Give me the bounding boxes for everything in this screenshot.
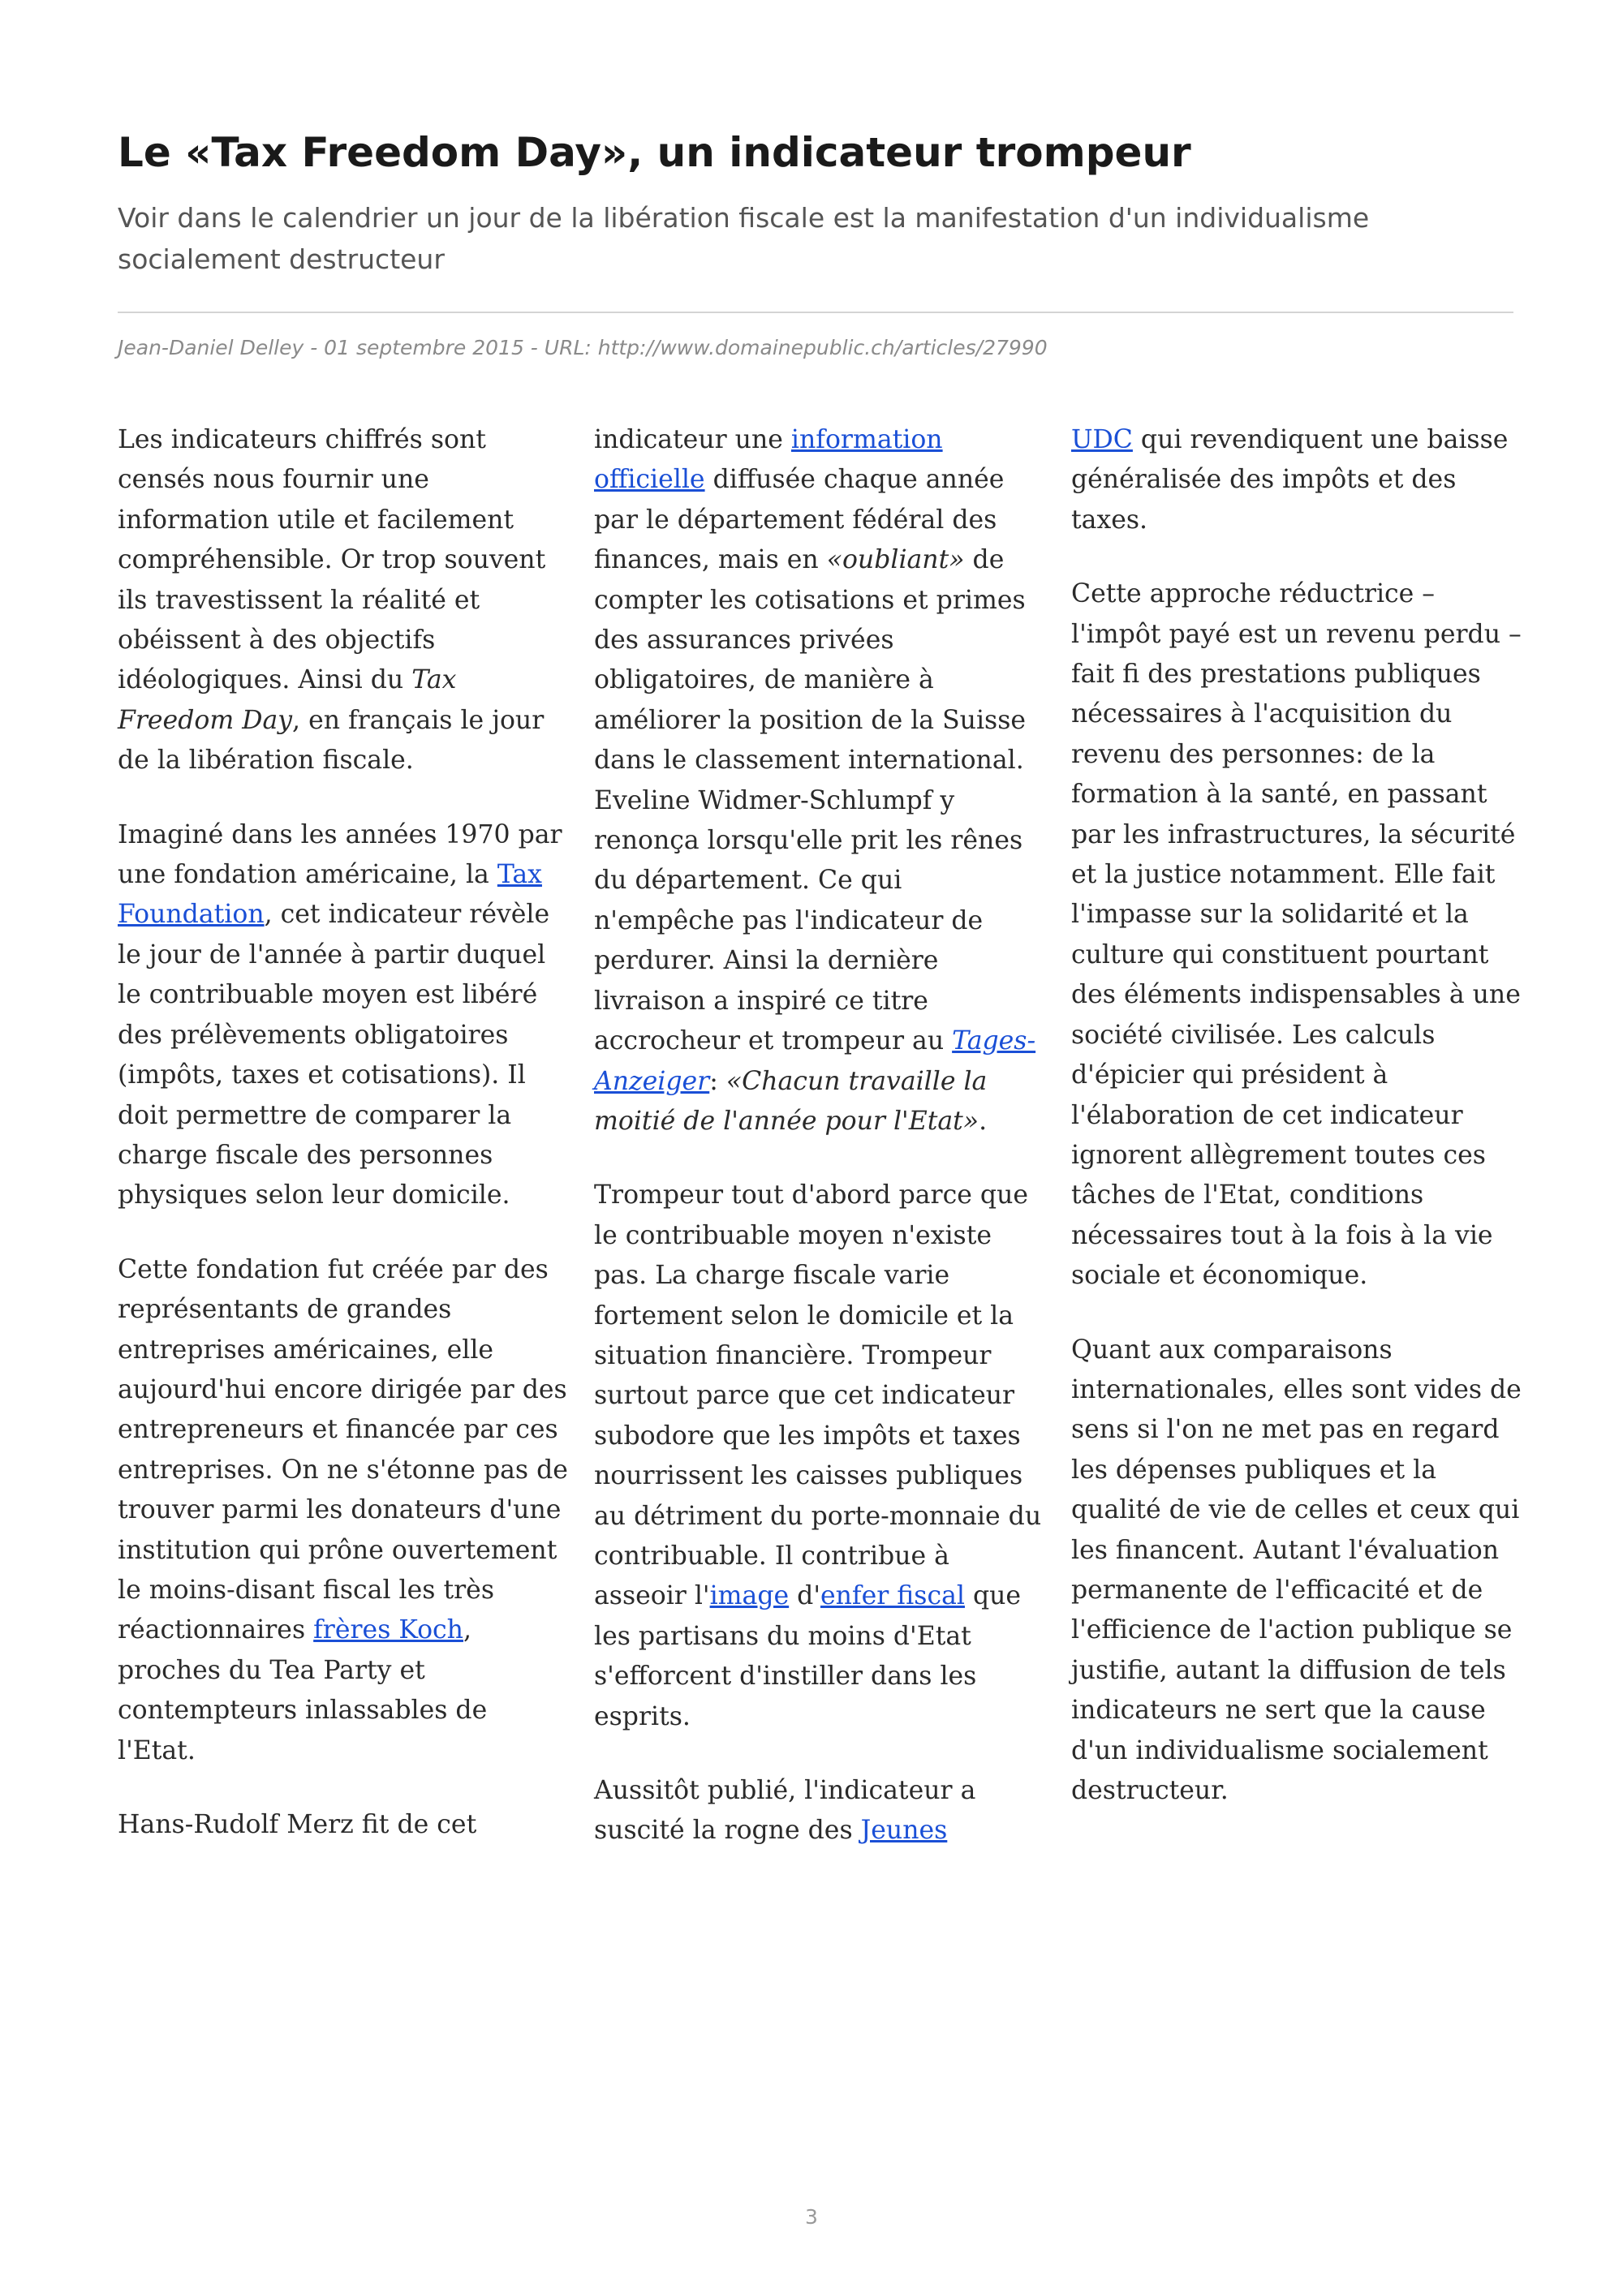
column-2 — [594, 420, 1048, 1851]
paragraph: Hans-Rudolf Merz fit de cet — [118, 1810, 477, 1839]
link-tax-foundation[interactable]: Tax Foundation — [118, 860, 542, 930]
paragraph: Cette fondation fut créée par des représentants de grandes entreprises américaines, elle aujourd'hui encore dirigée par des entrepreneurs et financée par ces entreprises. On ne s'étonne pas de trouver parmi les donateurs d'une institution qui prône ouvertement le moins-disant fiscal les très réactionnaires frères Koch, proches du Tea Party et contempteurs inlassables de l'Etat. — [118, 1254, 568, 1765]
page-number: 3 — [805, 2205, 818, 2229]
paragraph: UDC qui revendiquent une baisse généralisée des impôts et des taxes. — [1071, 425, 1509, 535]
subtitle: Voir dans le calendrier un jour de la libération fiscale est la manifestation d'un individualisme socialement destructeur — [118, 202, 1370, 275]
paragraph: Quant aux comparaisons internationales, elles sont vides de sens si l'on ne met pas en regard les dépenses publiques et la qualité de vie de celles et ceux qui les financent. Autant l'évaluation permanente de l'efficacité et de l'efficience de l'action publique se justifie, autant la diffusion de tels indicateurs ne sert que la cause d'un individualisme socialement destructeur. — [1071, 1335, 1522, 1805]
link-freres-koch[interactable]: frères Koch — [313, 1615, 463, 1645]
link-tages-anzeiger[interactable]: Tages-Anzeiger — [594, 1026, 1036, 1096]
divider — [118, 312, 1513, 313]
link-jeunes-udc[interactable]: Jeunes — [860, 1816, 948, 1846]
paragraph: indicateur une information officielle diffusée chaque année par le département fédéral des finances, mais en «oubliant» de compter les cotisations et primes des assurances privées obligatoires, de manière à améliorer la position de la Suisse dans le classement international. Eveline Widmer-Schlumpf y renonça lorsqu'elle prit les rênes du département. Ce qui n'empêche pas l'indicateur de perdurer. Ainsi la dernière livraison a inspiré ce titre accrocheur et trompeur au Tages-Anzeiger: «Chacun travaille la moitié de l'année pour l'Etat». — [594, 425, 1036, 1136]
column-1 — [118, 420, 572, 1845]
link-enfer-fiscal[interactable]: enfer fiscal — [820, 1581, 965, 1611]
emphasis-tax-freedom-day: Tax Freedom Day — [118, 665, 457, 735]
link-information-officielle[interactable]: information officielle — [594, 425, 943, 495]
link-image[interactable]: image — [709, 1581, 790, 1611]
column-3 — [1071, 420, 1526, 1811]
paragraph: Aussitôt publié, l'indicateur a suscité la rogne des Jeunes — [594, 1776, 976, 1846]
paragraph: Imaginé dans les années 1970 par une fondation américaine, la Tax Foundation, cet indicateur révèle le jour de l'année à partir duquel le contribuable moyen est libéré des prélèvements obligatoires (impôts, taxes et cotisations). Il doit permettre de comparer la charge fiscale des personnes physiques selon leur domicile. — [118, 819, 562, 1210]
paragraph: Trompeur tout d'abord parce que le contribuable moyen n'existe pas. La charge fiscale varie fortement selon le domicile et la situation financière. Trompeur surtout parce que cet indicateur subodore que les impôts et taxes nourrissent les caisses publiques au détriment du porte-monnaie du contribuable. Il contribue à asseoir l'image d'enfer fiscal que les partisans du moins d'Etat s'efforcent d'instiller dans les esprits. — [594, 1180, 1042, 1731]
link-udc[interactable]: UDC — [1071, 425, 1133, 454]
byline: Jean-Daniel Delley - 01 septembre 2015 - URL: http://www.domainepublic.ch/articles/27990 — [118, 336, 1048, 359]
quote-chacun-travaille: «Chacun travaille la moitié de l'année pour l'Etat» — [594, 1066, 988, 1136]
paragraph: Les indicateurs chiffrés sont censés nous fournir une information utile et facilement compréhensible. Or trop souvent ils travestissent la réalité et obéissent à des objectifs idéologiques. Ainsi du Tax Freedom Day, en français le jour de la libération fiscale. — [118, 425, 546, 776]
page-title: Le «Tax Freedom Day», un indicateur trompeur — [118, 129, 1191, 176]
paragraph: Cette approche réductrice – l'impôt payé est un revenu perdu – fait fi des prestations publiques nécessaires à l'acquisition du revenu des personnes: de la formation à la santé, en passant par les infrastructures, la sécurité et la justice notamment. Elle fait l'impasse sur la solidarité et la culture qui constituent pourtant des éléments indispensables à une société civilisée. Les calculs d'épicier qui président à l'élaboration de cet indicateur ignorent allègrement toutes ces tâches de l'Etat, conditions nécessaires tout à la fois à la vie sociale et économique. — [1071, 579, 1522, 1291]
